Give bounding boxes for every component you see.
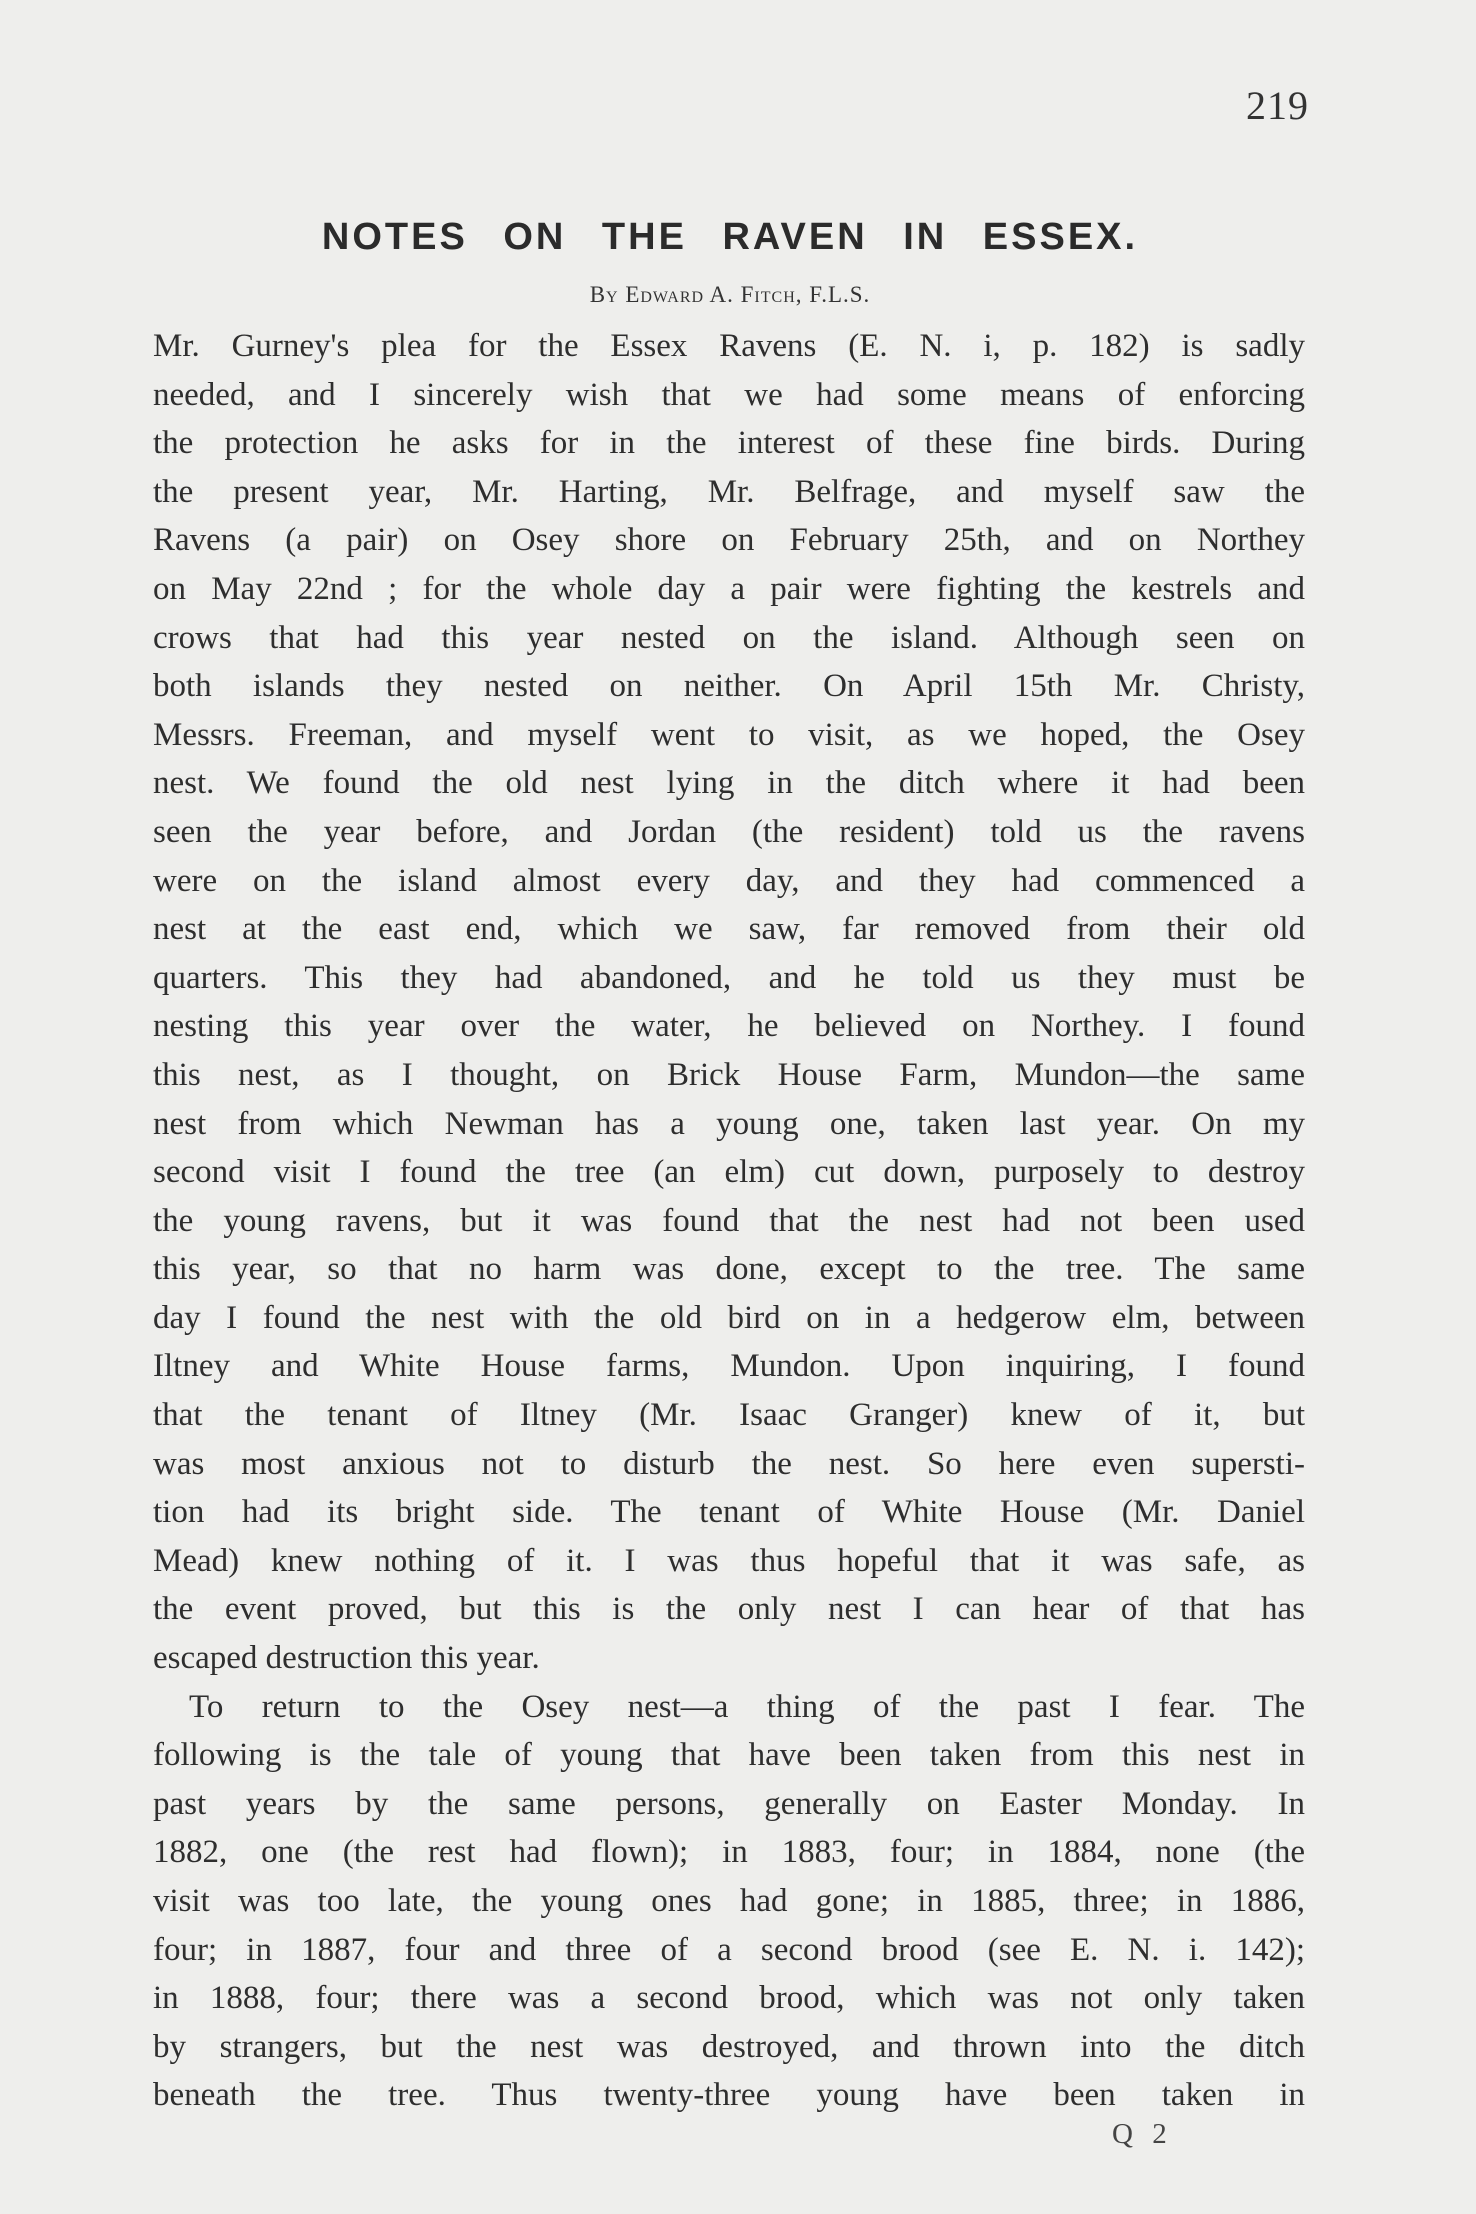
text-line: by strangers, but the nest was destroyed, and thrown into the ditch	[153, 2028, 1305, 2065]
text-line: needed, and I sincerely wish that we had some means of enforcing	[153, 376, 1305, 413]
text-line: Ravens (a pair) on Osey shore on February 25th, and on Northey	[153, 522, 1305, 559]
byline: By Edward A. Fitch, F.L.S.	[589, 282, 871, 307]
text-line: beneath the tree. Thus twenty-three young have been taken in	[153, 2077, 1305, 2114]
signature-mark: Q 2	[1112, 2118, 1173, 2150]
text-line: four; in 1887, four and three of a second brood (see E. N. i. 142);	[153, 1931, 1305, 1968]
text-line: tion had its bright side. The tenant of White House (Mr. Daniel	[153, 1494, 1305, 1531]
text-line: nest at the east end, which we saw, far removed from their old	[153, 911, 1305, 948]
page-number: 219	[1246, 83, 1309, 128]
text-line: Messrs. Freeman, and myself went to visit, as we hoped, the Osey	[153, 716, 1305, 753]
text-line: nesting this year over the water, he believed on Northey. I found	[153, 1008, 1305, 1045]
text-line: second visit I found the tree (an elm) cut down, purposely to destroy	[153, 1154, 1305, 1191]
text-line: To return to the Osey nest—a thing of the past I fear. The	[189, 1688, 1305, 1725]
text-line: 1882, one (the rest had flown); in 1883, four; in 1884, none (the	[153, 1834, 1305, 1871]
text-line: quarters. This they had abandoned, and he told us they must be	[153, 959, 1305, 996]
text-line: that the tenant of Iltney (Mr. Isaac Granger) knew of it, but	[153, 1397, 1305, 1434]
text-line: the protection he asks for in the interest of these fine birds. During	[153, 425, 1305, 462]
article-body	[153, 322, 1305, 2120]
text-line: nest from which Newman has a young one, taken last year. On my	[153, 1105, 1305, 1142]
text-line: this year, so that no harm was done, except to the tree. The same	[153, 1251, 1305, 1288]
text-line: was most anxious not to disturb the nest. So here even supersti-	[153, 1445, 1305, 1482]
text-line: the event proved, but this is the only nest I can hear of that has	[153, 1591, 1305, 1628]
text-line: crows that had this year nested on the island. Although seen on	[153, 619, 1305, 656]
text-line: Mead) knew nothing of it. I was thus hopeful that it was safe, as	[153, 1542, 1305, 1579]
text-line: visit was too late, the young ones had gone; in 1885, three; in 1886,	[153, 1883, 1305, 1919]
text-line: escaped destruction this year.	[153, 1640, 540, 1677]
text-line: Mr. Gurney's plea for the Essex Ravens (E. N. i, p. 182) is sadly	[153, 328, 1305, 364]
text-line: past years by the same persons, generally on Easter Monday. In	[153, 1785, 1305, 1822]
text-line: this nest, as I thought, on Brick House Farm, Mundon—the same	[153, 1056, 1305, 1093]
text-line: nest. We found the old nest lying in the ditch where it had been	[153, 765, 1305, 802]
text-line: the present year, Mr. Harting, Mr. Belfrage, and myself saw the	[153, 473, 1305, 510]
text-line: were on the island almost every day, and they had commenced a	[153, 862, 1305, 899]
text-line: both islands they nested on neither. On April 15th Mr. Christy,	[153, 668, 1305, 705]
text-line: the young ravens, but it was found that the nest had not been used	[153, 1202, 1305, 1239]
text-line: on May 22nd ; for the whole day a pair were fighting the kestrels and	[153, 570, 1305, 607]
text-line: day I found the nest with the old bird on in a hedgerow elm, between	[153, 1299, 1305, 1336]
text-line: following is the tale of young that have been taken from this nest in	[153, 1737, 1305, 1774]
article-title: NOTES ON THE RAVEN IN ESSEX.	[321, 216, 1139, 258]
text-line: seen the year before, and Jordan (the resident) told us the ravens	[153, 813, 1305, 850]
text-line: Iltney and White House farms, Mundon. Upon inquiring, I found	[153, 1348, 1305, 1385]
text-line: in 1888, four; there was a second brood, which was not only taken	[153, 1980, 1305, 2017]
